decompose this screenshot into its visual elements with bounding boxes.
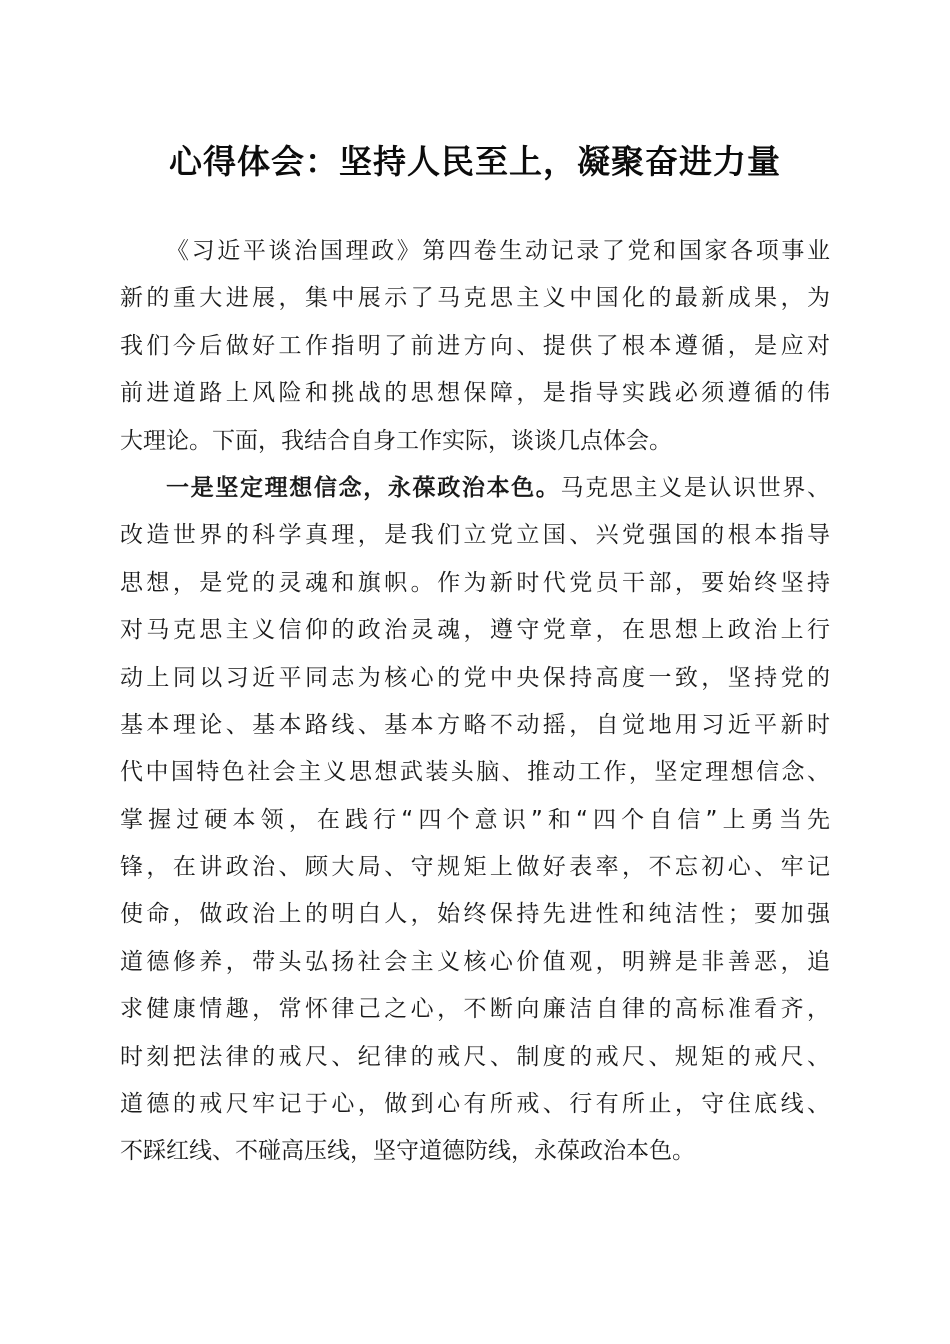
text-line: 时刻把法律的戒尺、纪律的戒尺、制度的戒尺、规矩的戒尺、 <box>120 1043 830 1070</box>
paragraph-intro <box>120 228 830 465</box>
text-line: 新的重大进展，集中展示了马克思主义中国化的最新成果，为 <box>120 285 830 312</box>
text-line: 锋，在讲政治、顾大局、守规矩上做好表率，不忘初心、牢记 <box>120 854 830 881</box>
text-line: 改造世界的科学真理，是我们立党立国、兴党强国的根本指导 <box>120 522 830 549</box>
text-line: 代中国特色社会主义思想武装头脑、推动工作，坚定理想信念、 <box>120 759 830 786</box>
document-title: 心得体会：坚持人民至上，凝聚奋进力量 <box>169 142 781 181</box>
text-line: 我们今后做好工作指明了前进方向、提供了根本遵循，是应对 <box>120 332 830 359</box>
text-line: 思想，是党的灵魂和旗帜。作为新时代党员干部，要始终坚持 <box>120 569 830 596</box>
text-line: 动上同以习近平同志为核心的党中央保持高度一致，坚持党的 <box>120 664 830 691</box>
text-line: 《习近平谈治国理政》第四卷生动记录了党和国家各项事业 <box>166 238 830 264</box>
text-line: 前进道路上风险和挑战的思想保障，是指导实践必须遵循的伟 <box>120 380 830 407</box>
text-line: 基本理论、基本路线、基本方略不动摇，自觉地用习近平新时 <box>120 711 830 738</box>
text-line <box>120 465 830 512</box>
text-line: 使命，做政治上的明白人，始终保持先进性和纯洁性；要加强 <box>120 901 830 928</box>
text-line: 道德的戒尺牢记于心，做到心有所戒、行有所止，守住底线、 <box>120 1091 830 1118</box>
text-line: 对马克思主义信仰的政治灵魂，遵守党章，在思想上政治上行 <box>120 617 830 644</box>
paragraph-point-one <box>120 465 830 1176</box>
point-text: 马克思主义是认识世界、 <box>560 474 831 501</box>
point-heading: 一是坚定理想信念，永葆政治本色。 <box>166 474 561 501</box>
text-line: 道德修养，带头弘扬社会主义核心价值观，明辨是非善恶，追 <box>120 948 830 975</box>
text-line: 大理论。下面，我结合自身工作实际，谈谈几点体会。 <box>120 427 672 454</box>
text-line: 掌握过硬本领，在践行“四个意识”和“四个自信”上勇当先 <box>120 806 830 833</box>
document-body <box>120 228 830 1176</box>
text-line: 不踩红线、不碰高压线，坚守道德防线，永葆政治本色。 <box>120 1138 695 1165</box>
text-line: 求健康情趣，常怀律己之心，不断向廉洁自律的高标准看齐， <box>120 996 830 1023</box>
